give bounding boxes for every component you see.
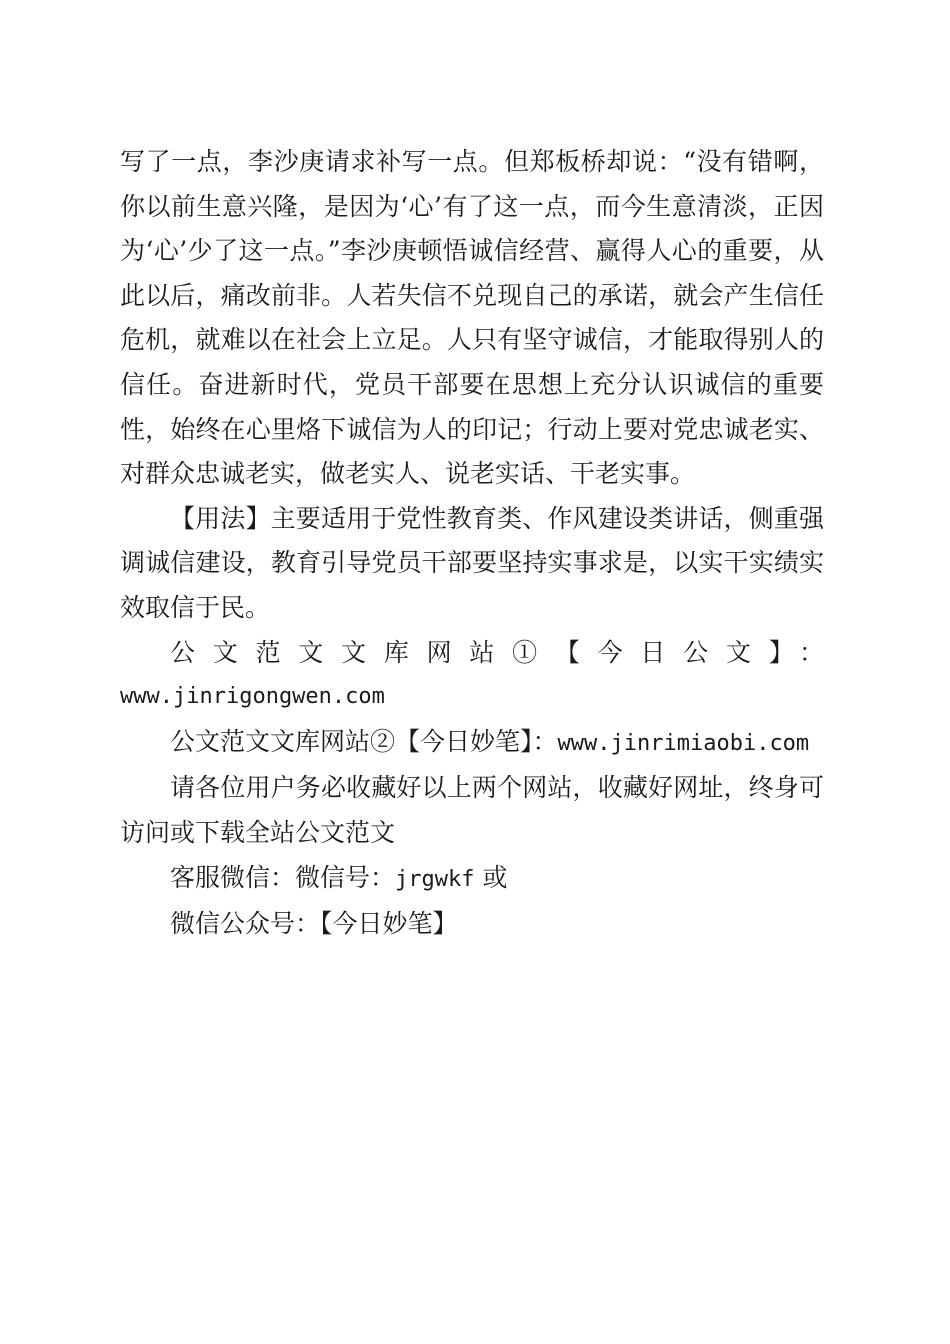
site1-label: 公文范文文库网站①【今日公文】： <box>170 637 824 667</box>
service-or: 或 <box>482 862 508 892</box>
document-body <box>120 140 824 947</box>
site1-url[interactable]: www.jinrigongwen.com <box>120 684 385 710</box>
notice-paragraph: 请各位用户务必收藏好以上两个网站，收藏好网址，终身可访问或下载全站公文范文 <box>120 773 824 847</box>
service-wechat-id: jrgwkf <box>395 866 475 892</box>
story-paragraph: 写了一点，李沙庚请求补写一点。但郑板桥却说：“没有错啊，你以前生意兴隆，是因为‘心’有了这一点，而今生意清淡，正因为‘心’少了这一点。”李沙庚顿悟诚信经营、赢得人心的重要，从此以后，痛改前非。人若失信不兑现自己的承诺，就会产生信任危机，就难以在社会上立足。人只有坚守诚信，才能取得别人的信任。奋进新时代，党员干部要在思想上充分认识诚信的重要性，始终在心里烙下诚信为人的印记；行动上要对党忠诚老实、对群众忠诚老实，做老实人、说老实话、干老实事。 <box>120 147 824 489</box>
site2-label: 公文范文文库网站②【今日妙笔】： <box>170 726 558 756</box>
usage-paragraph: 【用法】主要适用于党性教育类、作风建设类讲话，侧重强调诚信建设，教育引导党员干部要坚持实事求是，以实干实绩实效取信于民。 <box>120 503 824 622</box>
wechat-public-line: 微信公众号：【今日妙笔】 <box>170 909 458 939</box>
service-line <box>120 856 824 903</box>
site2-url[interactable]: www.jinrimiaobi.com <box>557 730 810 756</box>
site2-line <box>120 720 824 767</box>
service-label: 客服微信：微信号： <box>170 862 396 892</box>
